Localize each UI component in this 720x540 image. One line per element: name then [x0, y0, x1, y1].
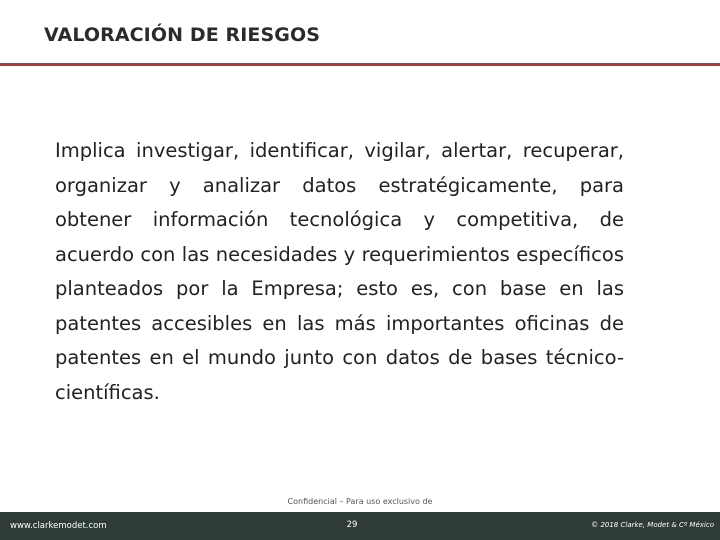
body-paragraph: Implica investigar, identificar, vigilar, alertar, recuperar, organizar y analizar datos estratégicamente, para obtener información tecnológica y competitiva, de acuerdo con las necesidades y requerimientos específicos planteados por la Empresa; esto es, con base en las patentes accesibles en las más importantes oficinas de patentes en el mundo junto con datos de bases técnico-científicas.	[55, 139, 624, 404]
confidential-notice: Confidencial – Para uso exclusivo de	[287, 497, 433, 506]
footer-bar	[0, 512, 720, 540]
copyright-notice: © 2018 Clarke, Modet & Cº México	[591, 521, 714, 529]
page-number: 29	[346, 520, 358, 530]
slide-title: VALORACIÓN DE RIESGOS	[44, 24, 320, 46]
title-divider	[0, 63, 720, 66]
website-link[interactable]: www.clarkemodet.com	[10, 521, 107, 531]
